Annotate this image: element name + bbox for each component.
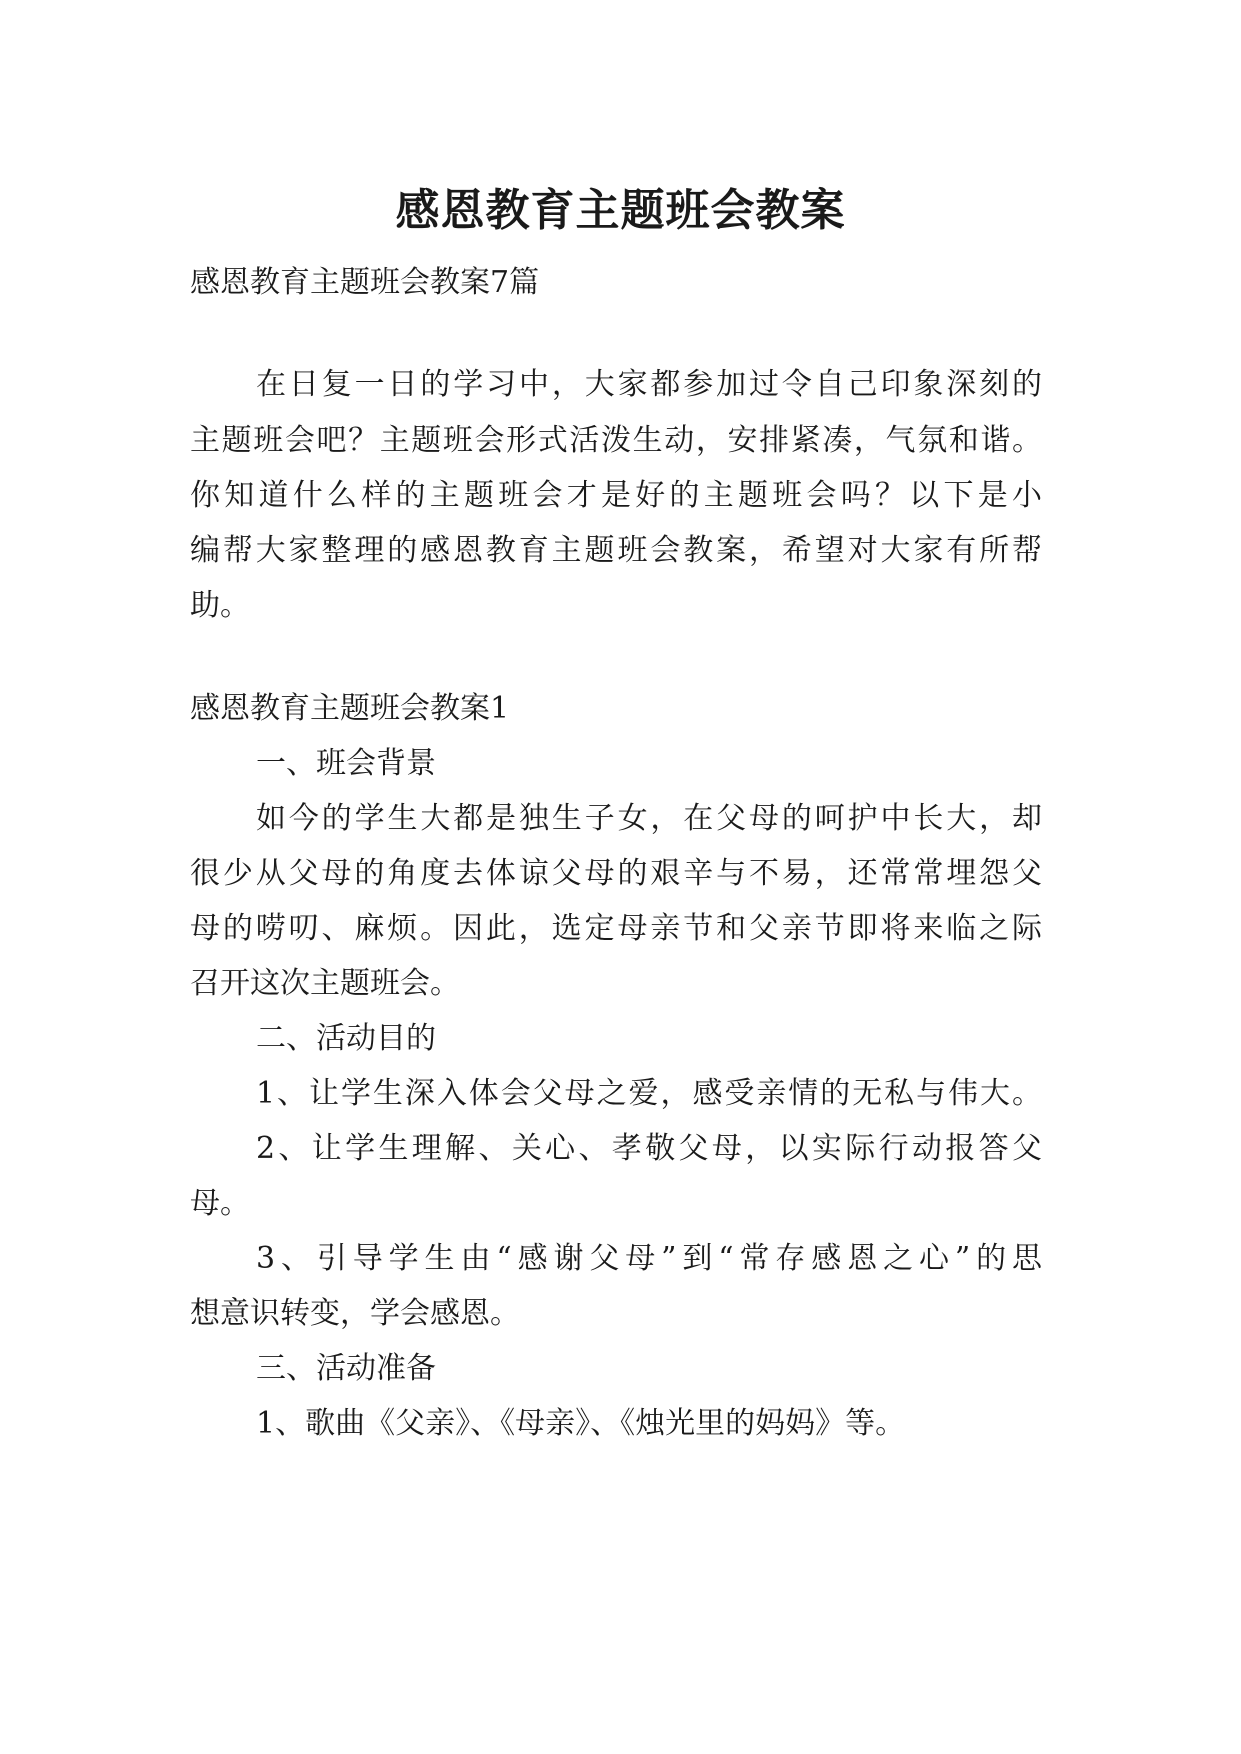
heading-preparation: 三、活动准备 — [256, 1351, 436, 1386]
purpose-line-5: 想意识转变，学会感恩。 — [190, 1296, 520, 1331]
document-title: 感恩教育主题班会教案 — [395, 185, 846, 237]
heading-background: 一、班会背景 — [256, 746, 436, 781]
purpose-line-2: 2、让学生理解、关心、孝敬父母，以实际行动报答父 — [256, 1131, 1042, 1166]
section-title: 感恩教育主题班会教案1 — [190, 691, 510, 726]
intro-line-2: 主题班会吧？主题班会形式活泼生动，安排紧凑，气氛和谐。 — [190, 423, 1042, 458]
purpose-line-4: 3、引导学生由“感谢父母”到“常存感恩之心”的思 — [256, 1241, 1042, 1276]
background-line-1: 如今的学生大都是独生子女，在父母的呵护中长大，却 — [256, 801, 1042, 836]
background-line-3: 母的唠叨、麻烦。因此，选定母亲节和父亲节即将来临之际 — [190, 911, 1042, 946]
purpose-line-1: 1、让学生深入体会父母之爱，感受亲情的无私与伟大。 — [256, 1076, 1042, 1111]
document-subtitle: 感恩教育主题班会教案7篇 — [190, 265, 540, 300]
intro-line-3: 你知道什么样的主题班会才是好的主题班会吗？以下是小 — [190, 478, 1042, 513]
intro-line-5: 助。 — [190, 588, 250, 623]
intro-line-4: 编帮大家整理的感恩教育主题班会教案，希望对大家有所帮 — [190, 533, 1042, 568]
background-line-4: 召开这次主题班会。 — [190, 966, 460, 1001]
heading-purpose: 二、活动目的 — [256, 1021, 436, 1056]
purpose-line-3: 母。 — [190, 1186, 250, 1221]
prep-line-1: 1、歌曲《父亲》、《母亲》、《烛光里的妈妈》等。 — [256, 1406, 906, 1441]
intro-line-1: 在日复一日的学习中，大家都参加过令自己印象深刻的 — [256, 367, 1042, 402]
background-line-2: 很少从父母的角度去体谅父母的艰辛与不易，还常常埋怨父 — [190, 856, 1042, 891]
